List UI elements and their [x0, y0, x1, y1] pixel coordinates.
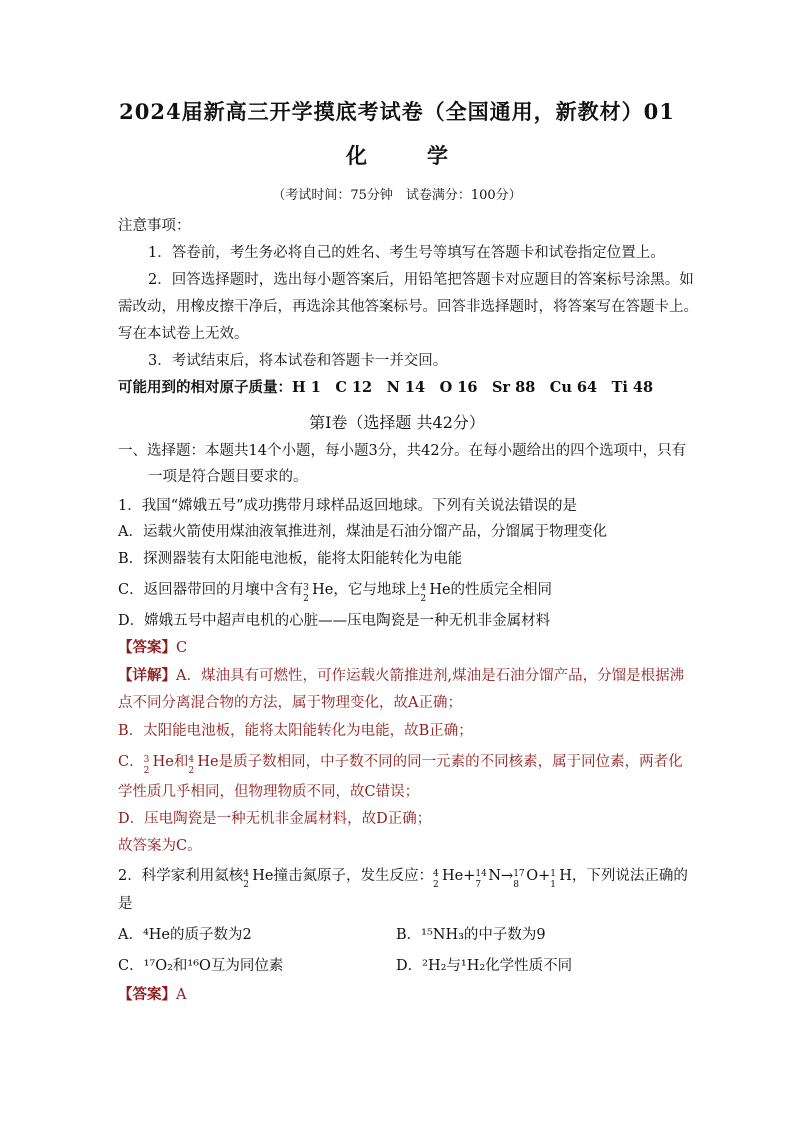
exam-info: （考试时间：75分钟 试卷满分：100分） [272, 188, 522, 203]
isotope-he3: 3 2 [143, 755, 150, 776]
q2-option-a: A．⁴He的质子数为2 [118, 927, 252, 943]
q1-detail-6: D．压电陶瓷是一种无机非金属材料，故D正确； [118, 811, 432, 827]
nuclear-reaction-equation: 4 2 He+ 14 7 N→ 17 8 O+ 1 1 H [432, 868, 572, 890]
note-2b: 需改动，用橡皮擦干净后，再选涂其他答案标号。回答非选择题时，将答案写在答题卡上。 [118, 299, 698, 315]
q1-detail-5: 学性质几乎相同，但物理物质不同，故C错误； [118, 784, 420, 800]
q1-detail-2: 点不同分离混合物的方法，属于物理变化，故A正确； [118, 695, 462, 711]
q1-option-c: C．返回器带回的月壤中含有 3 2 He，它与地球上 4 2 He的性质完全相同 [118, 582, 553, 604]
q1-option-a: A．运载火箭使用煤油液氧推进剂，煤油是石油分馏产品，分馏属于物理变化 [118, 524, 607, 540]
q2-option-b: B．¹⁵NH₃的中子数为9 [396, 927, 546, 943]
q2-stem-end: 是 [118, 896, 133, 912]
q2-option-d: D．²H₂与¹H₂化学性质不同 [396, 958, 573, 974]
subject-title [0, 140, 794, 170]
isotope-he4: 4 2 [243, 869, 249, 890]
q2-option-c: C．¹⁷O₂和¹⁶O互为同位素 [118, 958, 284, 974]
note-1: 1．答卷前，考生务必将自己的姓名、考生号等填写在答题卡和试卷指定位置上。 [148, 245, 665, 261]
note-3: 3．考试结束后，将本试卷和答题卡一并交回。 [148, 353, 448, 369]
subject-char-2: 学 [427, 143, 448, 168]
q1-option-b: B．探测器装有太阳能电池板，能将太阳能转化为电能 [118, 551, 463, 567]
isotope-he4: 4 2 [420, 583, 427, 604]
q1-stem: 1．我国“嫦娥五号”成功携带月球样品返回地球。下列有关说法错误的是 [118, 498, 578, 514]
atomic-masses: 可能用到的相对原子质量：H 1 C 12 N 14 O 16 Sr 88 Cu 64 Ti 48 [118, 379, 654, 396]
page-title: 2024届新高三开学摸底考试卷（全国通用，新教材）01 [119, 99, 675, 124]
isotope-he4: 4 2 [188, 755, 195, 776]
q1-option-d: D．嫦娥五号中超声电机的心脏——压电陶瓷是一种无机非金属材料 [118, 613, 551, 629]
subject-char-1: 化 [346, 143, 367, 168]
q1-detail-4: C． 3 2 He和 4 2 He是质子数相同，中子数不同的同一元素的不同核素，属于同位素，两者化 [118, 754, 683, 776]
q2-answer: 【答案】A [118, 986, 187, 1003]
q1-conclusion: 故答案为C。 [118, 838, 202, 854]
note-2a: 2．回答选择题时，选出每小题答案后，用铅笔把答题卡对应题目的答案标号涂黑。如 [148, 272, 694, 288]
q1-detail-3: B．太阳能电池板，能将太阳能转化为电能，故B正确； [118, 723, 473, 739]
q1-answer: 【答案】C [118, 639, 188, 656]
q1-detail-1: 【详解】A．煤油具有可燃性，可作运载火箭推进剂,煤油是石油分馏产品，分馏是根据沸 [118, 667, 685, 684]
section-intro-b: 一项是符合题目要求的。 [148, 469, 308, 485]
notes-heading: 注意事项： [118, 218, 191, 234]
q2-stem: 2．科学家利用氦核 4 2 He撞击氮原子，发生反应： 4 2 He+ 14 7 N→ 17 8 O+ 1 1 H，下列说法正确的 [118, 868, 688, 890]
section-intro-a: 一、选择题：本题共14个小题，每小题3分，共42分。在每小题给出的四个选项中，只有 [118, 443, 687, 459]
section-title: 第Ⅰ卷（选择题 共42分） [309, 413, 485, 432]
isotope-he3: 3 2 [303, 583, 309, 604]
note-2c: 写在本试卷上无效。 [118, 326, 249, 342]
